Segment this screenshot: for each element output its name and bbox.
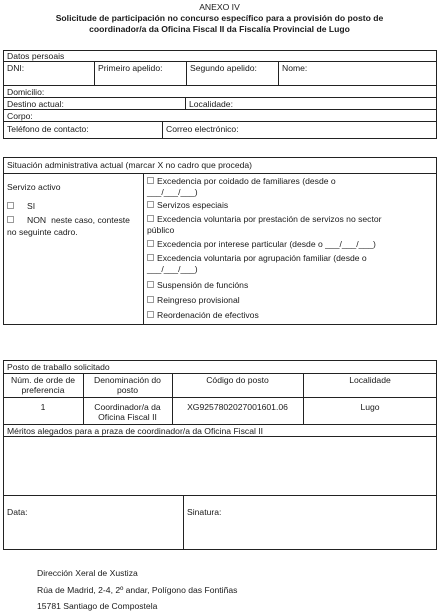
option-special-services[interactable]: Servizos especiais — [147, 200, 228, 210]
header-post-name: Denominación do posto — [94, 375, 161, 395]
requested-post-title: Posto de traballo solicitado — [7, 362, 110, 372]
checkbox[interactable] — [147, 296, 154, 303]
active-service-label: Servizo activo — [7, 182, 61, 192]
locality-cell: Lugo — [360, 402, 380, 412]
personal-data-title: Datos persoais — [7, 51, 65, 61]
option-provisional-reentry[interactable]: Reingreso provisional — [147, 295, 240, 305]
checkbox[interactable] — [147, 177, 154, 184]
current-post-field[interactable]: Destino actual: — [7, 99, 64, 109]
no-option[interactable]: NON neste caso, conteste — [7, 215, 130, 225]
checkbox[interactable] — [147, 201, 154, 208]
footer-line3: 15781 Santiago de Compostela — [37, 601, 158, 611]
checkbox[interactable] — [147, 281, 154, 288]
yes-option[interactable]: SI — [7, 201, 35, 211]
footer-line1: Dirección Xeral de Xustiza — [37, 568, 138, 578]
option-public-sector-leave[interactable]: Excedencia voluntaria por prestación de servizos no sector público — [147, 214, 382, 235]
locality-field[interactable]: Localidade: — [189, 99, 233, 109]
date-field[interactable]: Data: — [7, 507, 28, 517]
option-staff-reorganization[interactable]: Reordenación de efectivos — [147, 310, 259, 320]
checkbox[interactable] — [147, 254, 154, 261]
name-field[interactable]: Nome: — [282, 63, 308, 73]
admin-situation-title: Situación administrativa actual (marcar X no cadro que proceda) — [7, 160, 253, 170]
annex-label: ANEXO IV — [199, 2, 240, 12]
no-option-note: no seguinte cadro. — [7, 227, 78, 237]
document-title-line1: Solicitude de participación no concurso específico para a provisión do posto de — [55, 13, 384, 23]
merits-text-area[interactable] — [4, 437, 436, 494]
signature-field[interactable]: Sinatura: — [187, 507, 222, 517]
option-family-care-leave[interactable]: Excedencia por coidado de familiares (desde o ___/___/___) — [147, 176, 336, 197]
checkbox[interactable] — [147, 215, 154, 222]
dni-field[interactable]: DNI: — [7, 63, 25, 73]
option-family-grouping-leave[interactable]: Excedencia voluntaria por agrupación familiar (desde o ___/___/___) — [147, 253, 367, 274]
no-checkbox[interactable] — [7, 216, 14, 223]
header-preference: Núm. de orde de preferencia — [10, 375, 75, 395]
checkbox[interactable] — [147, 240, 154, 247]
footer-line2: Rúa de Madrid, 2-4, 2º andar, Polígono das Fontiñas — [37, 585, 238, 595]
preference-cell: 1 — [40, 402, 46, 412]
address-field[interactable]: Domicilio: — [7, 87, 45, 97]
post-name-cell: Coordinador/a da Oficina Fiscal II — [94, 402, 161, 422]
corps-field[interactable]: Corpo: — [7, 111, 33, 121]
email-field[interactable]: Correo electrónico: — [166, 124, 239, 134]
second-surname-field[interactable]: Segundo apelido: — [190, 63, 257, 73]
header-locality: Localidade — [349, 375, 391, 385]
option-suspension[interactable]: Suspensión de funcións — [147, 280, 248, 290]
yes-checkbox[interactable] — [7, 202, 14, 209]
merits-title: Méritos alegados para a praza de coordinador/a da Oficina Fiscal II — [7, 426, 264, 436]
checkbox[interactable] — [147, 311, 154, 318]
option-personal-interest-leave[interactable]: Excedencia por interese particular (desde o ___/___/___) — [147, 239, 376, 249]
header-post-code: Código do posto — [206, 375, 269, 385]
document-title-line2: coordinador/a da Oficina Fiscal II da Fiscalía Provincial de Lugo — [89, 24, 350, 34]
phone-field[interactable]: Teléfono de contacto: — [7, 124, 89, 134]
first-surname-field[interactable]: Primeiro apelido: — [98, 63, 163, 73]
post-code-cell: XG9257802027001601.06 — [187, 402, 288, 412]
